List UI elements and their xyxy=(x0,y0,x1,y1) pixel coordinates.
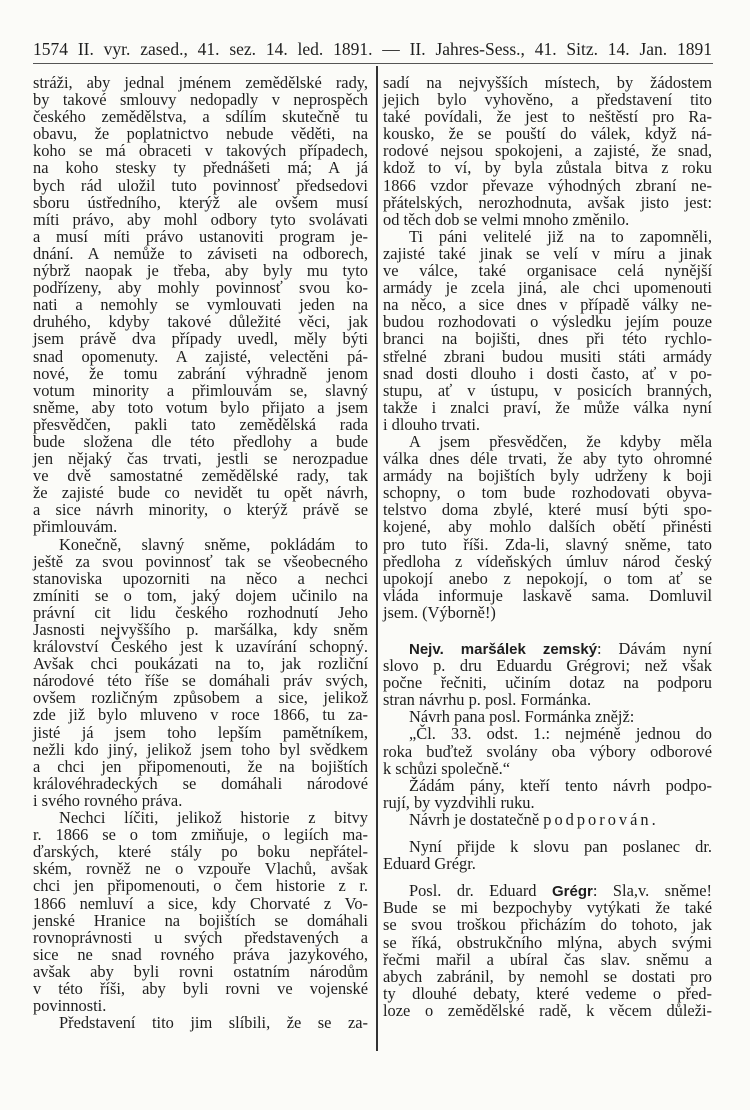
text-line: míti právo, aby mohl odbory tyto svolávati xyxy=(33,209,368,229)
text-line: i svého rovného práva. xyxy=(33,790,183,810)
text-line: se svou troškou přicházím do tohoto, jak xyxy=(383,915,712,935)
paragraph xyxy=(383,640,712,708)
paragraph xyxy=(383,228,712,433)
text-line: a musí míti právo ustanoviti program je- xyxy=(33,226,368,246)
text-line: jsem. (Výborně!) xyxy=(383,602,496,622)
paragraph xyxy=(383,838,712,872)
text-line: snad opomenuty. A zajisté, velectěni pá- xyxy=(33,346,368,366)
text-section xyxy=(383,640,712,828)
text-line: českého zemědělstva, a sdílím skutečně tu xyxy=(33,107,368,127)
text-line: ďarských, které stály po boku nepřátel- xyxy=(33,842,368,862)
text-section xyxy=(383,74,712,621)
text-line: nežli kdo jiný, jelikož jsem toho byl svědkem xyxy=(33,739,368,759)
text-line: kousko, že se pouští do válek, když ná- xyxy=(383,124,712,144)
text-line: roka buďtež svolány oba výbory odborové xyxy=(383,741,712,761)
text-line: jsem právě dva případy uvedl, měly býti xyxy=(33,329,368,349)
text-line: a sice návrh minority, o kterýž právě se xyxy=(33,500,368,520)
text-line: telstvo doma zbylé, které musí býti spo- xyxy=(383,500,712,520)
text-line: bude složena dle této předlohy a bude xyxy=(33,431,368,451)
text-line: nýbrž naopak je třeba, aby byly mu tyto xyxy=(33,261,368,281)
speaker-name: Nejv. maršálek zemský xyxy=(409,641,598,658)
text-line: pro tuto říši. Zda-li, slavný sněme, tato xyxy=(383,534,712,554)
text-line: „Čl. 33. odst. 1.: nejméně jednou do xyxy=(409,724,712,744)
text-line: přimlouvám. xyxy=(33,517,118,537)
right-column xyxy=(383,74,712,1019)
text-line: r. 1866 se o tom zmiňuje, o legiích ma- xyxy=(33,825,368,845)
text-line: Konečně, slavný sněme, pokládám to xyxy=(59,534,368,554)
paragraph xyxy=(383,882,712,1019)
text-line: ještě za svou povinnosť tak se všeobecného xyxy=(33,551,368,571)
paragraph xyxy=(383,74,712,228)
text-line: branci na bojišti, dnes při této rychlo- xyxy=(383,329,712,349)
text-line: slovo p. dru Eduardu Grégrovi; než však xyxy=(383,656,712,676)
text-line: na koho stesky ty přednášeti má; A já xyxy=(33,158,368,178)
text-line: přátelských, nerozhodnuta, avšak jisto jest: xyxy=(383,192,712,212)
header-rule xyxy=(33,63,713,64)
text-line: právní cit lidu českého rozhodnutí Jeho xyxy=(33,602,368,622)
text-line: Návrh pana posl. Formánka znějž: xyxy=(409,707,635,727)
text-line: takže i znalci praví, že může válka nyní xyxy=(383,397,712,417)
paragraph xyxy=(33,74,368,536)
text-fragment: : Sla,v. sněme! xyxy=(592,881,712,901)
text-line: stráži, aby jednal jménem zemědělské rady, xyxy=(33,73,368,92)
text-line: avšak aby byli rovni ostatním národům xyxy=(33,961,368,981)
text-line: nati a nemohly se vymlouvati jeden na xyxy=(33,295,368,315)
text-fragment: : Dávám nyní xyxy=(597,639,712,658)
text-line: abych zabránil, by nemohl se dostati pro xyxy=(383,966,712,986)
text-line: stanoviska upozorniti na něco a nechci xyxy=(33,568,368,588)
text-section xyxy=(33,74,368,1031)
text-line: ve dvě samostatné zemědělské rady, tak xyxy=(33,466,368,486)
text-line: sněme, aby toto votum bylo přijato a jsem xyxy=(33,397,368,417)
text-line: stran návrhu p. posl. Formánka. xyxy=(383,690,592,710)
text-line: Žádám pány, kteří tento návrh podpo- xyxy=(409,775,712,795)
text-line: sadí na nejvyšších místech, by žádostem xyxy=(383,73,712,92)
text-line: rovnoprávnosti u svých představených a xyxy=(33,927,368,947)
text-line: královéhradeckých se domáhali národové xyxy=(33,773,368,793)
text-line: počne řečniti, učiním dotaz na podporu xyxy=(383,673,712,693)
text-line: jen nějaký čas trvati, jestli se nerozpadue xyxy=(33,449,368,469)
text-line: votum minority a přimlouvám se, slavný xyxy=(33,380,368,400)
text-line: A jsem přesvědčen, že kdyby měla xyxy=(409,431,712,451)
text-line: Nechci líčiti, jelikož historie z bitvy xyxy=(59,808,368,828)
text-line: sice ne snad rovného práva jazykového, xyxy=(33,944,368,964)
text-line: národové této říše se domáhali práv svých, xyxy=(33,671,368,691)
text-line: přesvědčen, pakli tato zemědělská rada xyxy=(33,414,368,434)
text-line: ském, rovněž ne o vzpouře Vlachů, avšak xyxy=(33,859,368,879)
paragraph xyxy=(33,1014,368,1031)
text-line: chci jen připomenouti, o čem historie z r. xyxy=(33,876,368,896)
text-line: schopny, o tom bude rozhodovati obyva- xyxy=(383,483,712,503)
text-section xyxy=(383,838,712,872)
left-column xyxy=(33,74,368,1031)
text-line: druhého, kdyby takové důležité věci, jak xyxy=(33,312,368,332)
text-line: jejich bylo vyhověno, a představení tito xyxy=(383,90,712,110)
text-line: střelné zbrani budou musiti státi armády xyxy=(383,346,712,366)
text-line: vláda informuje laskavě sama. Domluvil xyxy=(383,585,712,605)
text-line: koho se má obraceti v takových případech, xyxy=(33,141,368,161)
text-line: předloha z vídeňských úmluv národ český xyxy=(383,551,712,571)
text-line: Ti páni velitelé již na to zapomněli, xyxy=(409,226,712,246)
text-line: stupu, ať v ústupu, v posicích branných, xyxy=(383,380,712,400)
text-line: válka dnes déle trvati, že aby tyto ohromné xyxy=(383,449,712,469)
text-line: kdož to ví, by byla zůstala bitva z roku xyxy=(383,158,712,178)
text-line: Jasnosti nejvyššího p. maršálka, kdy sněm xyxy=(33,620,368,639)
text-line: království Českého jest k uzavírání schopný. xyxy=(33,637,368,657)
paragraph xyxy=(383,708,712,725)
text-line: budou rozhodovati o výsledku jejím pouze xyxy=(383,312,712,332)
text-line: a chci jen připomenouti, že na bojištích xyxy=(33,756,368,776)
emphasized-text: podporován xyxy=(543,809,652,829)
text-line: upokojí anebo z nepokojí, o tom ať se xyxy=(383,568,712,588)
text-line: sboru ústředního, kterýž ale ovšem musí xyxy=(33,192,368,212)
text-line: rodové nejsou spokojeni, a zajisté, že snad, xyxy=(383,141,712,161)
text-line: dnání. A nemůže to záviseti na odborech, xyxy=(33,243,368,263)
text-line: řečmi mařil a ubíral čas slav. sněmu a xyxy=(383,949,712,969)
column-divider xyxy=(376,66,378,1051)
text-line: loze o zemědělské radě, k věcem důleži- xyxy=(383,1000,712,1020)
text-fragment: Návrh je dostatečně xyxy=(409,809,544,829)
text-line: Avšak chci poukázati na to, jak rozliční xyxy=(33,654,368,674)
text-line: Nyní přijde k slovu pan poslanec dr. xyxy=(409,837,712,857)
text-line: kojené, aby mohlo dalších obětí přinésti xyxy=(383,517,712,537)
text-fragment: . xyxy=(651,809,656,829)
text-fragment: Posl. dr. Eduard xyxy=(409,881,552,901)
text-line xyxy=(383,640,712,657)
text-line: povinnosti. xyxy=(33,996,107,1016)
text-line: obavu, že poplatnictvo nebude věděti, na xyxy=(33,124,368,144)
text-line: Eduard Grégr. xyxy=(383,854,476,874)
text-line: k schůzi společně.“ xyxy=(383,758,510,778)
paragraph xyxy=(383,433,712,621)
text-line: bych rád uložil tuto povinnosť předsedovi xyxy=(33,175,368,195)
text-line: armády na bojištích byly udrženy k boji xyxy=(383,466,712,486)
paragraph xyxy=(383,777,712,811)
text-line: zde již bylo mluveno v roce 1866, tu za- xyxy=(33,705,368,725)
paragraph xyxy=(383,811,712,828)
text-line: zmíniti se o tom, jaký dojem učinilo na xyxy=(33,585,368,605)
text-line: zajisté také jinak se velí v míru a jinak xyxy=(383,243,712,263)
text-line: se říká, obstrukčního mlýna, abych svými xyxy=(383,932,712,952)
text-line: rují, by vyzdvihli ruku. xyxy=(383,792,535,812)
text-line: že zajisté bude co nevidět tu opět návrh, xyxy=(33,483,368,503)
text-line: jenské Hranice na bojištích se domáhali xyxy=(33,910,368,930)
text-line: ovšem rozličným způsobem a sice, jelikož xyxy=(33,688,368,708)
text-line: v této říši, aby byli rovni ve vojenské xyxy=(33,978,368,998)
text-line: armády je zcela jiná, ale chci upomenouti xyxy=(383,278,712,298)
page-header: 1574 II. vyr. zased., 41. sez. 14. led. 1891. — II. Jahres-Sess., 41. Sitz. 14. Jan. 1891 xyxy=(33,39,712,59)
text-line: 1866 vzdor převaze výhodných zbraní ne- xyxy=(383,175,712,195)
text-line xyxy=(383,882,712,899)
text-line: ty dlouhé debaty, které vedeme o před- xyxy=(383,983,712,1003)
text-line: Bude se mi bezpochyby vytýkati že také xyxy=(383,898,712,918)
text-line: 1866 nemluví a sice, kdy Chorvaté z Vo- xyxy=(33,893,368,913)
text-line: jisté já jsem toho lepším pamětníkem, xyxy=(33,722,368,742)
paragraph xyxy=(33,809,368,1014)
text-line: podřízeny, aby mohly povinnosť svou ko- xyxy=(33,278,368,298)
text-line: i dlouho trvati. xyxy=(383,414,480,434)
text-line: by takové smlouvy nedopadly v neprospěch xyxy=(33,90,368,110)
speaker-name: Grégr xyxy=(552,883,593,901)
text-line: snad dosti dlouho i dosti často, ať v po- xyxy=(383,363,712,383)
paragraph xyxy=(383,725,712,776)
paragraph xyxy=(33,536,368,810)
text-line: ve válce, také organisace celá nynější xyxy=(383,261,712,281)
text-line xyxy=(383,811,712,828)
text-line: od těch dob se velmi mnoho změnilo. xyxy=(383,209,630,229)
text-line: na něco, a sice dnes v případě války ne- xyxy=(383,295,712,315)
text-line: také povídali, že jest to neštěstí pro Ra- xyxy=(383,107,712,127)
text-line: nové, že tomu zabrání výhradně jenom xyxy=(33,363,368,383)
text-section xyxy=(383,882,712,1019)
text-line: Představení tito jim slíbili, že se za- xyxy=(59,1013,368,1033)
